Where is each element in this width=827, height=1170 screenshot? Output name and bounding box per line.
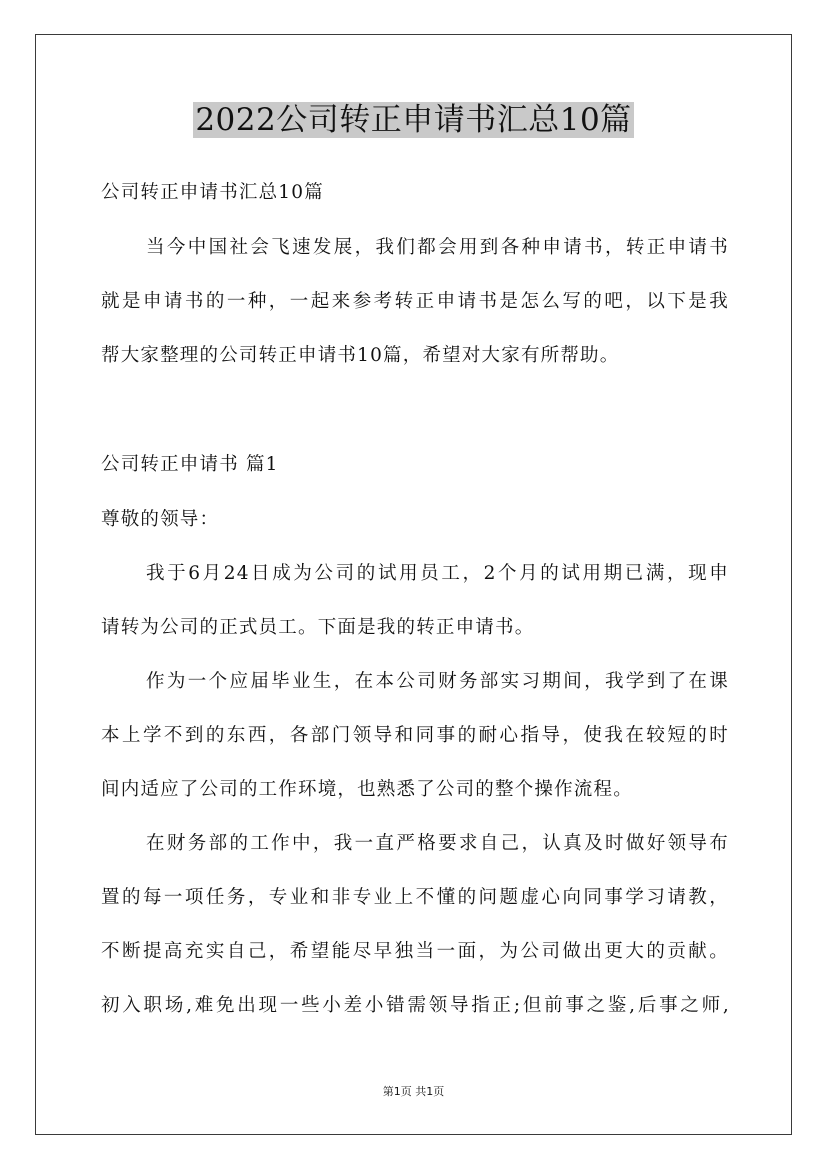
body-line-5: 间内适应了公司的工作环境，也熟悉了公司的整个操作流程。 xyxy=(101,779,633,800)
intro-line-3: 帮大家整理的公司转正申请书10篇，希望对大家有所帮助。 xyxy=(101,345,620,366)
intro-line-1: 当今中国社会飞速发展，我们都会用到各种申请书，转正申请书 xyxy=(146,237,729,258)
body-line-4: 本上学不到的东西，各部门领导和同事的耐心指导，使我在较短的时 xyxy=(101,725,729,746)
body-line-3: 作为一个应届毕业生，在本公司财务部实习期间，我学到了在课 xyxy=(146,671,729,692)
body-line-2: 请转为公司的正式员工。下面是我的转正申请书。 xyxy=(101,617,535,638)
document-subtitle: 公司转正申请书汇总10篇 xyxy=(101,182,324,203)
page-footer: 第1页 共1页 xyxy=(382,1085,445,1098)
salutation: 尊敬的领导： xyxy=(101,509,220,530)
body-line-7: 置的每一项任务，专业和非专业上不懂的问题虚心向同事学习请教， xyxy=(101,887,729,908)
document-title-text: 2022公司转正申请书汇总10篇 xyxy=(195,102,632,138)
body-line-1: 我于6月24日成为公司的试用员工，2个月的试用期已满，现申 xyxy=(146,563,729,584)
document-title xyxy=(0,98,827,142)
body-line-8: 不断提高充实自己，希望能尽早独当一面，为公司做出更大的贡献。 xyxy=(101,941,729,962)
intro-line-2: 就是申请书的一种，一起来参考转正申请书是怎么写的吧，以下是我 xyxy=(101,291,729,312)
body-line-9: 初入职场,难免出现一些小差小错需领导指正;但前事之鉴,后事之师, xyxy=(101,995,729,1016)
section-heading: 公司转正申请书 篇1 xyxy=(101,454,279,475)
body-line-6: 在财务部的工作中，我一直严格要求自己，认真及时做好领导布 xyxy=(146,833,729,854)
